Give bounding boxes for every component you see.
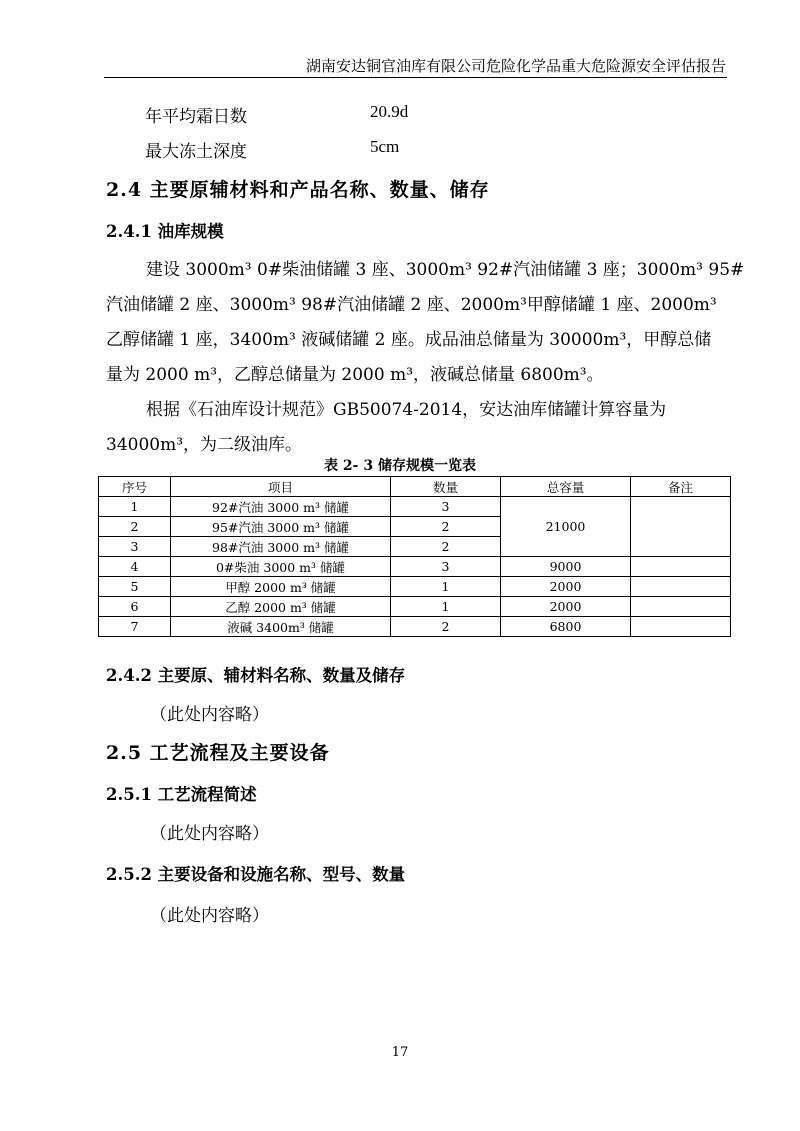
cell-total: 2000 xyxy=(501,597,631,617)
col-header-remarks: 备注 xyxy=(631,477,731,497)
cell-remarks xyxy=(631,597,731,617)
cell-qty: 1 xyxy=(391,597,501,617)
cell-item: 92#汽油 3000 m³ 储罐 xyxy=(171,497,391,517)
cell-total: 6800 xyxy=(501,617,631,637)
cell-item: 乙醇 2000 m³ 储罐 xyxy=(171,597,391,617)
omitted-content-note: （此处内容略） xyxy=(150,824,269,844)
cell-remarks xyxy=(631,617,731,637)
paragraph-storage-scale xyxy=(106,253,745,463)
cell-total: 2000 xyxy=(501,577,631,597)
page-header-title: 湖南安达铜官油库有限公司危险化学品重大危险源安全评估报告 xyxy=(305,57,726,75)
cell-no: 5 xyxy=(99,577,171,597)
cell-remarks xyxy=(631,557,731,577)
cell-qty: 3 xyxy=(391,497,501,517)
table-row xyxy=(99,577,731,597)
table-row xyxy=(99,557,731,577)
cell-item: 液碱 3400m³ 储罐 xyxy=(171,617,391,637)
header-divider xyxy=(104,77,727,78)
cell-qty: 3 xyxy=(391,557,501,577)
cell-remarks xyxy=(631,577,731,597)
paragraph-line: 根据《石油库设计规范》GB50074-2014，安达油库储罐计算容量为 xyxy=(146,400,667,420)
cell-no: 7 xyxy=(99,617,171,637)
cell-no: 6 xyxy=(99,597,171,617)
table-caption: 表 2- 3 储存规模一览表 xyxy=(324,458,476,474)
subsection-heading-2-5-1: 2.5.1 工艺流程简述 xyxy=(106,785,257,804)
table-row xyxy=(99,497,731,517)
climate-value-frost-days: 20.9d xyxy=(370,102,409,121)
paragraph-line: 乙醇储罐 1 座，3400m³ 液碱储罐 2 座。成品油总储量为 30000m³，甲醇总储 xyxy=(106,330,712,350)
page-number: 17 xyxy=(391,1045,409,1060)
climate-label-frost-depth: 最大冻土深度 xyxy=(145,142,247,162)
col-header-no: 序号 xyxy=(99,477,171,497)
cell-item: 95#汽油 3000 m³ 储罐 xyxy=(171,517,391,537)
table-row xyxy=(99,617,731,637)
paragraph-line: 建设 3000m³ 0#柴油储罐 3 座、3000m³ 92#汽油储罐 3 座；3000m³ 95# xyxy=(146,260,745,280)
col-header-item: 项目 xyxy=(171,477,391,497)
cell-item: 甲醇 2000 m³ 储罐 xyxy=(171,577,391,597)
section-heading-2-5: 2.5 工艺流程及主要设备 xyxy=(106,742,330,764)
cell-total: 9000 xyxy=(501,557,631,577)
subsection-heading-2-4-1: 2.4.1 油库规模 xyxy=(106,222,224,241)
table-header-row xyxy=(99,477,731,497)
paragraph-line: 汽油储罐 2 座、3000m³ 98#汽油储罐 2 座、2000m³甲醇储罐 1 座、2000m³ xyxy=(106,295,717,315)
cell-qty: 2 xyxy=(391,517,501,537)
table-row xyxy=(99,597,731,617)
cell-qty: 2 xyxy=(391,617,501,637)
cell-item: 0#柴油 3000 m³ 储罐 xyxy=(171,557,391,577)
cell-total-merged: 21000 xyxy=(501,497,631,557)
col-header-qty: 数量 xyxy=(391,477,501,497)
storage-scale-table xyxy=(98,476,731,637)
col-header-total: 总容量 xyxy=(501,477,631,497)
cell-no: 2 xyxy=(99,517,171,537)
climate-label-frost-days: 年平均霜日数 xyxy=(145,107,247,127)
cell-no: 3 xyxy=(99,537,171,557)
cell-remarks xyxy=(631,497,731,557)
cell-no: 1 xyxy=(99,497,171,517)
cell-no: 4 xyxy=(99,557,171,577)
omitted-content-note: （此处内容略） xyxy=(150,906,269,926)
climate-value-frost-depth: 5cm xyxy=(370,137,400,156)
subsection-heading-2-5-2: 2.5.2 主要设备和设施名称、型号、数量 xyxy=(106,865,406,884)
cell-qty: 1 xyxy=(391,577,501,597)
subsection-heading-2-4-2: 2.4.2 主要原、辅材料名称、数量及储存 xyxy=(106,666,406,685)
paragraph-line: 34000m³，为二级油库。 xyxy=(106,435,303,455)
paragraph-line: 量为 2000 m³，乙醇总储量为 2000 m³，液碱总储量 6800m³。 xyxy=(106,365,604,385)
cell-item: 98#汽油 3000 m³ 储罐 xyxy=(171,537,391,557)
omitted-content-note: （此处内容略） xyxy=(150,705,269,725)
section-heading-2-4: 2.4 主要原辅材料和产品名称、数量、储存 xyxy=(106,179,490,201)
cell-qty: 2 xyxy=(391,537,501,557)
